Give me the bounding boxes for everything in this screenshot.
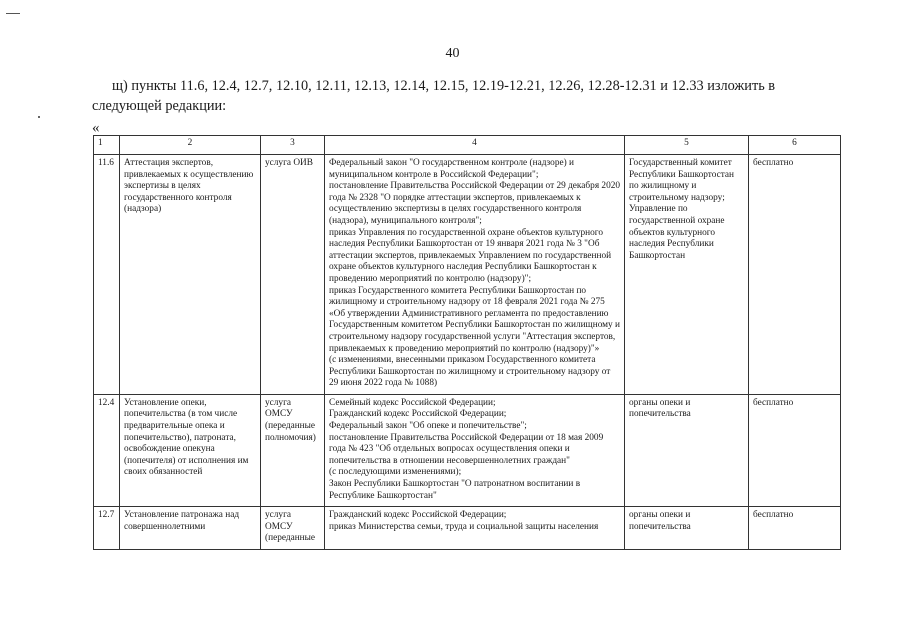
table-row bbox=[94, 507, 841, 550]
service-type: услуга ОИВ bbox=[261, 155, 325, 395]
service-name: Аттестация экспертов, привлекаемых к осуществлению экспертизы в целях государственного контроля (надзора) bbox=[120, 155, 261, 395]
header-col-1: 1 bbox=[94, 136, 120, 155]
opening-quote-mark: « bbox=[92, 120, 100, 136]
row-number: 12.4 bbox=[94, 394, 120, 506]
table-row bbox=[94, 155, 841, 395]
header-col-6: 6 bbox=[749, 136, 841, 155]
table-header-row bbox=[94, 136, 841, 155]
table-row bbox=[94, 394, 841, 506]
service-type: услуга ОМСУ (переданные полномочия) bbox=[261, 394, 325, 506]
legal-acts: Гражданский кодекс Российской Федерации; приказ Министерства семьи, труда и социальной защиты населения bbox=[325, 507, 625, 550]
row-number: 12.7 bbox=[94, 507, 120, 550]
header-col-5: 5 bbox=[625, 136, 749, 155]
header-col-3: 3 bbox=[261, 136, 325, 155]
legal-acts: Семейный кодекс Российской Федерации; Гражданский кодекс Российской Федерации; Федеральный закон "Об опеке и попечительстве"; постановление Правительства Российской Федерации от 18 мая 2009 года № 423 "Об отдельных вопросах осуществления опеки и попечительства в отношении несовершеннолетних граждан" (с последующими изменениями); Закон Республики Башкортостан "О патронатном воспитании в Республике Башкортостан" bbox=[325, 394, 625, 506]
service-name: Установление патронажа над совершеннолетними bbox=[120, 507, 261, 550]
scan-speck bbox=[38, 116, 40, 118]
service-name: Установление опеки, попечительства (в том числе предварительные опека и попечительство), патроната, освобождение опекуна (попечителя) от исполнения им своих обязанностей bbox=[120, 394, 261, 506]
service-fee: бесплатно bbox=[749, 394, 841, 506]
services-table bbox=[93, 135, 841, 550]
page-number: 40 bbox=[445, 46, 460, 61]
service-fee: бесплатно bbox=[749, 155, 841, 395]
amendment-intro-text: щ) пункты 11.6, 12.4, 12.7, 12.10, 12.11, 12.13, 12.14, 12.15, 12.19-12.21, 12.26, 12.28-12.31 и 12.33 изложить в следующей редакции: bbox=[92, 78, 776, 114]
responsible-authority: органы опеки и попечительства bbox=[625, 507, 749, 550]
header-col-4: 4 bbox=[325, 136, 625, 155]
service-fee: бесплатно bbox=[749, 507, 841, 550]
responsible-authority: Государственный комитет Республики Башкортостан по жилищному и строительному надзору; Управление по государственной охране объектов культурного наследия Республики Башкортостан bbox=[625, 155, 749, 395]
responsible-authority: органы опеки и попечительства bbox=[625, 394, 749, 506]
legal-acts: Федеральный закон "О государственном контроле (надзоре) и муниципальном контроле в Российской Федерации"; постановление Правительства Российской Федерации от 29 декабря 2020 года № 2328 "О порядке аттестации экспертов, привлекаемых к осуществлению экспертизы в целях государственного контроля (надзора), муниципального контроля"; приказ Управления по государственной охране объектов культурного наследия Республики Башкортостан от 19 января 2021 года № 3 "Об аттестации экспертов, привлекаемых Управлением по государственной охране объектов культурного наследия Республики Башкортостан к проведению мероприятий по контролю (надзору)"; приказ Государственного комитета Республики Башкортостан по жилищному и строительному надзору от 18 февраля 2021 года № 275 «Об утверждении Административного регламента по предоставлению Государственным комитетом Республики Башкортостан по жилищному и строительному надзору государственной услуги "Аттестация экспертов, привлекаемых к проведению мероприятий по контролю (надзору)"» (с изменениями, внесенными приказом Государственного комитета Республики Башкортостан по жилищному и строительному надзору от 29 июня 2022 года № 1088) bbox=[325, 155, 625, 395]
service-type: услуга ОМСУ (переданные bbox=[261, 507, 325, 550]
header-col-2: 2 bbox=[120, 136, 261, 155]
row-number: 11.6 bbox=[94, 155, 120, 395]
scan-corner-mark bbox=[6, 13, 20, 14]
